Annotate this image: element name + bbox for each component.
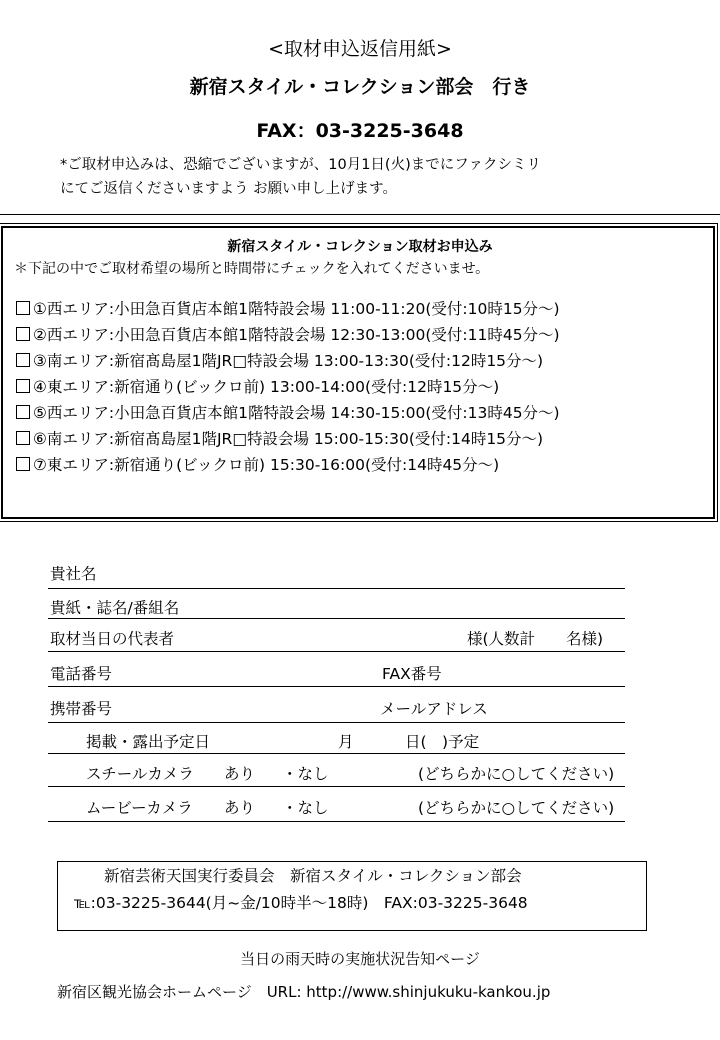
session-option[interactable] [16,297,560,319]
session-option[interactable] [16,427,543,449]
still-camera-label: スチールカメラ [86,765,194,783]
representative-field[interactable] [48,651,625,652]
checkbox[interactable] [16,379,30,393]
movie-camera-label: ムービーカメラ [86,799,193,817]
still-camera-no[interactable]: ・なし [282,765,329,783]
session-option[interactable] [16,323,560,345]
session-label: ⑥南エリア:新宿髙島屋1階JR□特設会場 15:00-15:30(受付:14時15分～) [33,430,544,448]
checkbox[interactable] [16,431,30,445]
company-label: 貴社名 [50,565,97,583]
movie-camera-no[interactable]: ・なし [282,799,329,817]
session-option[interactable] [16,375,499,397]
magazine-label: 貴紙・誌名/番組名 [50,599,180,617]
divider [0,214,720,215]
application-box-title: 新宿スタイル・コレクション取材お申込み [227,239,493,255]
session-option[interactable] [16,349,543,371]
checkbox[interactable] [16,327,30,341]
checkbox[interactable] [16,457,30,471]
rain-notice: 当日の雨天時の実施状況告知ページ [240,950,480,968]
fax-number-label: FAX番号 [382,665,442,683]
session-label: ③南エリア:新宿髙島屋1階JR□特設会場 13:00-13:30(受付:12時15分～) [33,352,544,370]
form-title: <取材申込返信用紙> [268,38,452,60]
magazine-field[interactable] [48,618,625,619]
movie-camera-yes[interactable]: あり [224,799,256,817]
company-field[interactable] [48,588,625,589]
session-option[interactable] [16,401,560,423]
still-camera-field [48,786,625,787]
recipient-heading: 新宿スタイル・コレクション部会 行き [189,76,531,98]
mobile-label: 携帯番号 [50,700,113,718]
session-label: ②西エリア:小田急百貨店本館1階特設会場 12:30-13:00(受付:11時45分～) [33,326,560,344]
deadline-note-line2: にてご返信くださいますよう お願い申し上げます。 [60,181,397,197]
session-label: ⑤西エリア:小田急百貨店本館1階特設会場 14:30-15:00(受付:13時45分～) [33,404,560,422]
phone-field[interactable] [48,686,625,687]
phone-label: 電話番号 [50,665,113,683]
session-option[interactable] [16,453,499,475]
homepage-url[interactable]: 新宿区観光協会ホームページ URL: http://www.shinjukuku-kankou.jp [57,983,551,1001]
month-label: 月 [338,733,354,751]
session-label: ①西エリア:小田急百貨店本館1階特設会場 11:00-11:20(受付:10時15分～) [33,300,560,318]
fax-heading: FAX：03-3225-3648 [256,120,464,142]
day-label: 日( )予定 [405,733,480,751]
representative-label: 取材当日の代表者 [50,630,175,648]
contact-organizer: 新宿芸術天国実行委員会 新宿スタイル・コレクション部会 [104,867,522,885]
deadline-note-line1: *ご取材申込みは、恐縮でございますが、10月1日(火)までにファクシミリ [60,157,541,173]
mobile-field[interactable] [48,722,625,723]
movie-camera-field [48,821,625,822]
session-label: ④東エリア:新宿通り(ビックロ前) 13:00-14:00(受付:12時15分～) [33,378,500,396]
publish-date-field[interactable] [48,753,625,754]
still-camera-yes[interactable]: あり [224,765,256,783]
still-camera-hint: (どちらかに○してください) [418,765,615,783]
contact-phone-fax: ℡:03-3225-3644(月~金/10時半～18時) FAX:03-3225-3648 [74,894,528,912]
publish-date-label: 掲載・露出予定日 [86,733,211,751]
checkbox[interactable] [16,301,30,315]
application-instruction: ＊下記の中でご取材希望の場所と時間帯にチェックを入れてくださいませ。 [14,261,490,277]
session-label: ⑦東エリア:新宿通り(ビックロ前) 15:30-16:00(受付:14時45分～) [33,456,500,474]
checkbox[interactable] [16,353,30,367]
headcount-label: 様(人数計 名様) [467,630,604,648]
email-label: メールアドレス [380,700,488,718]
movie-camera-hint: (どちらかに○してください) [418,799,615,817]
checkbox[interactable] [16,405,30,419]
